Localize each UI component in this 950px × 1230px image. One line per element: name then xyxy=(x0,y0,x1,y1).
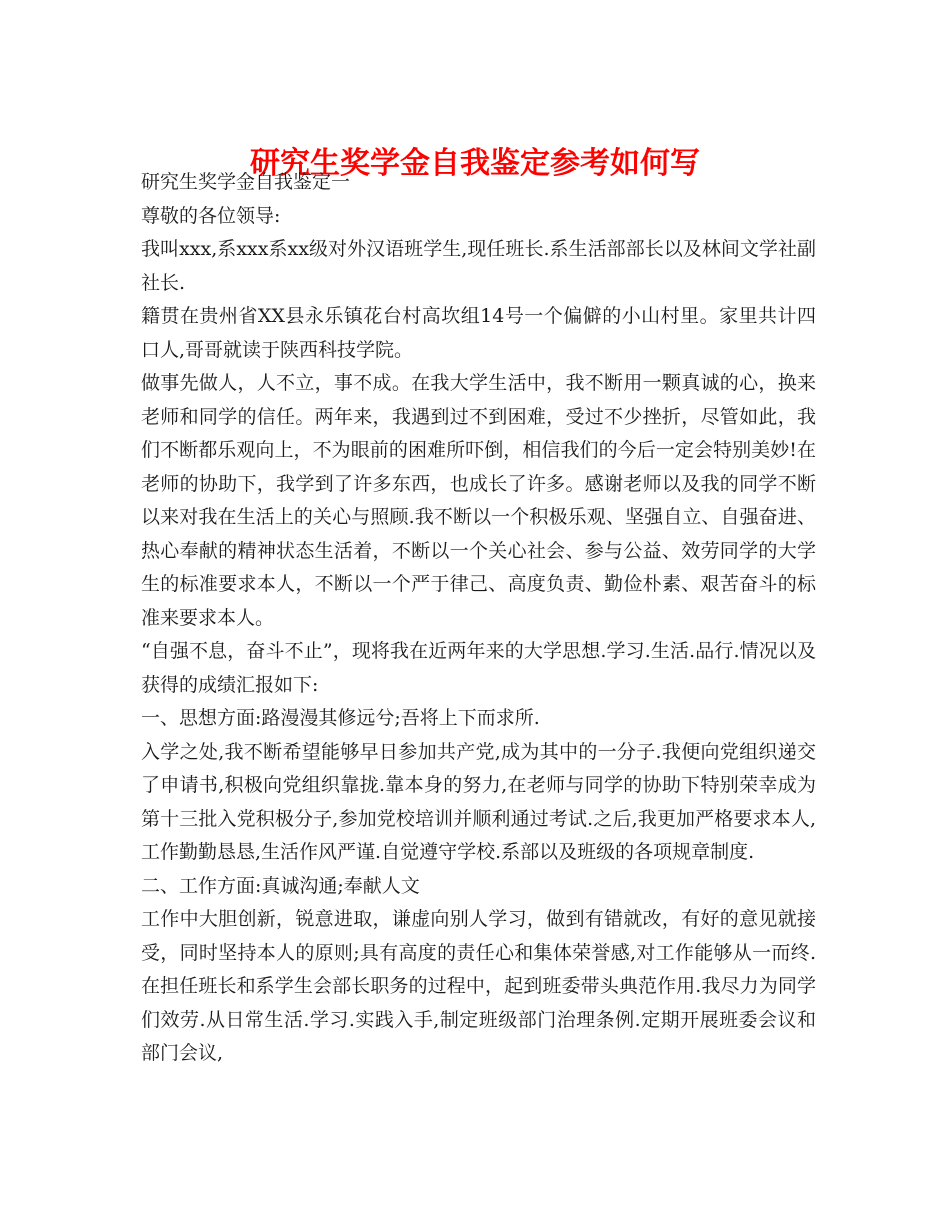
salutation-paragraph: 尊敬的各位领导: xyxy=(141,204,281,227)
document-title: 研究生奖学金自我鉴定参考如何写 xyxy=(250,146,700,182)
origin-paragraph: 籍贯在贵州省XX县永乐镇花台村高坎组14号一个偏僻的小山村里。家里共计四口人,哥哥就读于陕西科技学院。 xyxy=(141,305,816,361)
thought-paragraph: 入学之处,我不断希望能够早日参加共产党,成为其中的一分子.我便向党组织递交了申请书,积极向党组织靠拢.靠本身的努力,在老师与同学的协助下特别荣幸成为第十三批入党积极分子,参加党校培训并顺利通过考试.之后,我更加严格要求本人,工作勤勤恳恳,生活作风严谨.自觉遵守学校.系部以及班级的各项规章制度. xyxy=(141,740,816,863)
section-heading-thought: 一、思想方面:路漫漫其修远兮;吾将上下而求所. xyxy=(141,707,540,729)
subtitle-paragraph: 研究生奖学金自我鉴定一 xyxy=(141,171,351,193)
document-body xyxy=(141,166,816,1071)
report-intro-paragraph: “自强不息，奋斗不止”，现将我在近两年来的大学思想.学习.生活.品行.情况以及获得的成绩汇报如下: xyxy=(141,640,816,696)
work-paragraph: 工作中大胆创新，锐意进取，谦虚向别人学习，做到有错就改，有好的意见就接受，同时坚持本人的原则;具有高度的责任心和集体荣誉感,对工作能够从一而终.在担任班长和系学生会部长职务的过程中，起到班委带头典范作用.我尽力为同学们效劳.从日常生活.学习.实践入手,制定班级部门治理条例.定期开展班委会议和部门会议, xyxy=(141,908,816,1064)
character-paragraph: 做事先做人，人不立，事不成。在我大学生活中，我不断用一颗真诚的心，换来老师和同学的信任。两年来，我遇到过不到困难，受过不少挫折，尽管如此，我们不断都乐观向上，不为眼前的困难所吓倒，相信我们的今后一定会特别美妙!在老师的协助下，我学到了许多东西，也成长了许多。感谢老师以及我的同学不断以来对我在生活上的关心与照顾.我不断以一个积极乐观、坚强自立、自强奋进、热心奉献的精神状态生活着，不断以一个关心社会、参与公益、效劳同学的大学生的标准要求本人，不断以一个严于律己、高度负责、勤俭朴素、艰苦奋斗的标准来要求本人。 xyxy=(141,372,816,629)
section-heading-work: 二、工作方面:真诚沟通;奉献人文 xyxy=(141,874,420,897)
intro-paragraph: 我叫xxx,系xxx系xx级对外汉语班学生,现任班长.系生活部部长以及林间文学社副社长. xyxy=(141,238,816,294)
